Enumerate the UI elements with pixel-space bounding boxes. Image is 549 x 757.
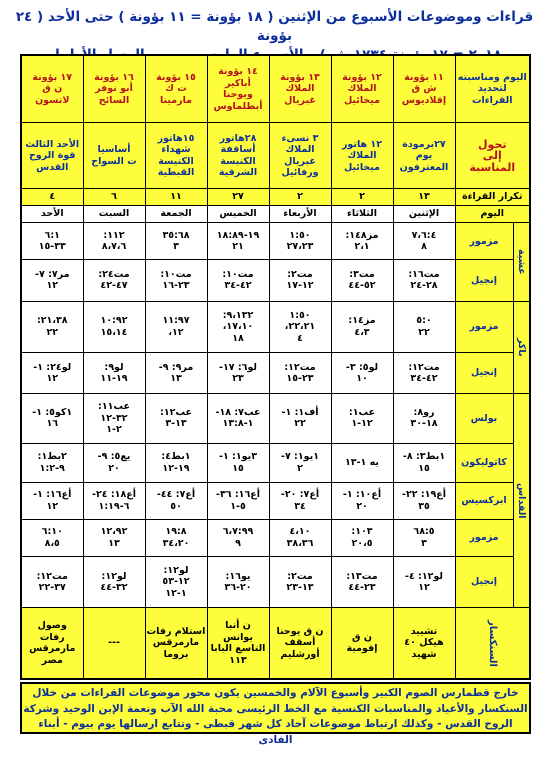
row-label: بولس [455,394,513,443]
reading-cell: ٦:١ ٣٣-١٥ [21,223,83,260]
reading-cell: لو٢٤: ١- ١٢ [21,353,83,394]
reading-cell: مت١٢: ٤٢-٣٤ [393,353,455,394]
synaxarium-cell: استلام رفات مارمرقس بروما [145,608,207,679]
reading-cell: أف١: ١- ٢٢ [269,394,331,443]
repeat-cell: ٢ [269,189,331,205]
day-cell: الخميس [207,205,269,223]
reading-cell: ١:٥٠ ٢٢،٢١، ٤ [269,301,331,352]
repeat-cell: ٦ [83,189,145,205]
transfer-cell: ١٢ هاتور الملاك ميخائيل [331,123,393,189]
synaxarium-cell: وصول رفات مارمرقس مصر [21,608,83,679]
header-cell: ١٢ بؤونة الملاك ميخائيل [331,55,393,123]
day-label: اليوم [455,205,530,223]
reading-row [21,519,530,556]
repeat-label: تكرار القراءة [455,189,530,205]
synaxarium-cell: ن أنبا يوانس التاسع البابا ١١٣ [207,608,269,679]
reading-cell: عب١١: ٣٢-١٢ ٢-١ [83,394,145,443]
reading-row [21,260,530,301]
reading-cell: أع١٦: ٣٦- ٥-١ [207,482,269,519]
reading-cell: مر٧: ٧- ١٢ [21,260,83,301]
repeat-cell: ٢ [331,189,393,205]
reading-cell: ٦٨:٥ ٣ [393,519,455,556]
row-label: مزمور [455,519,513,556]
reading-cell: أع٧: ٢٠- ٣٤ [269,482,331,519]
repeat-cell: ٤ [21,189,83,205]
footer-line-3: الروح القدس - وكذلك ارتباط موضوعات آحاد كل شهر قبطى - وتتابع ارسالها يوم بيوم - أبناء الفادى [38,718,513,746]
repeat-cell: ١١ [145,189,207,205]
reading-cell: ٣٥:٦٨ ٣ [145,223,207,260]
reading-cell: أع١٠: ١- ٢٠ [331,482,393,519]
transfer-cell: ٢٧برمودة يوم المعترفون [393,123,455,189]
reading-cell: لو١٢: ٤- ١٢ [393,556,455,607]
reading-cell: ٥:٠ ٢٢ [393,301,455,352]
reading-row [21,556,530,607]
header-cell: ١٣ بؤونة الملاك غبريال [269,55,331,123]
reading-row [21,482,530,519]
reading-row [21,301,530,352]
group-morning-label: باكر [513,301,530,394]
reading-cell: ٣يو١: ١- ١٥ [207,443,269,482]
transfer-cell: ٢٨هاتور أساقفة الكنيسة الشرقية [207,123,269,189]
repeat-cell: ٢٧ [207,189,269,205]
transfer-row [21,123,530,189]
reading-cell: رو٨: ١٨-٣٠ [393,394,455,443]
reading-cell: لو١٢: ١٢-٥٣ ١-١٢ [145,556,207,607]
day-cell: الإثنين [393,205,455,223]
header-cell: ١٦ بؤونة أبو نوفر السائح [83,55,145,123]
row-label: مزمور [455,301,513,352]
reading-cell: لو٦: ١٧- ٢٣ [207,353,269,394]
row-label: إنجيل [455,260,513,301]
reading-cell: ١٠:٩٢ ١٥،١٤ [83,301,145,352]
header-row [21,55,530,123]
reading-cell: مت١٣: ٢٣-٤٤ [331,556,393,607]
header-label: اليوم ومناسبته لتحديد القراءات [455,55,530,123]
reading-cell: مت١٠: ٢٣-١٦ [145,260,207,301]
reading-cell: يو١٦: ٢٠-٣٦ [207,556,269,607]
footer-line-2: السنكسار والأعياد والمناسبات الكنسية مع الخط الرئيسى محبة الله الآب ونعمة الإبن الوحيد وشركة [23,702,528,715]
transfer-cell: الأحد الثالث قوة الروح القدس [21,123,83,189]
reading-cell: مت٢: ١٢-١٧ [269,260,331,301]
reading-cell: ١١٢: ٨،٧،٦ [83,223,145,260]
repeat-row [21,189,530,205]
day-row [21,205,530,223]
transfer-label: تحول إلى المناسبة [455,123,530,189]
reading-cell: عب٧: ١٨- ١-١٣:٨ [207,394,269,443]
reading-cell: يه ١-١٣ [331,443,393,482]
synaxarium-cell: ن ق يوحنا أسقف أورشليم [269,608,331,679]
footer-line-1: خارج قطمارس الصوم الكبير وأسبوع الآلام والخمسين يكون محور موضوعات القراءات من خلال [32,687,519,699]
reading-cell: ٤،١٠ ٣٨،٣٦ [269,519,331,556]
group-liturgy-label: القداس [513,394,530,608]
reading-cell: عب١٢: ١٣-٣ [145,394,207,443]
header-cell: ١٥ بؤونة ت ك مارمينا [145,55,207,123]
reading-cell: ١٩:٨ ٣٤،٢٠ [145,519,207,556]
reading-cell: لو١٢: ٣٢-٤٤ [83,556,145,607]
reading-cell: عب١: ١٢-١ [331,394,393,443]
reading-cell: أع١٦: ١- ١٢ [21,482,83,519]
day-cell: الأحد [21,205,83,223]
row-label: ابركسيس [455,482,513,519]
synaxarium-cell: ن ق إفومية [331,608,393,679]
reading-row [21,394,530,443]
reading-cell: ٩،١٣٢: ١٧،١٠، ١٨ [207,301,269,352]
reading-cell: يع٥: ٩- ٢٠ [83,443,145,482]
reading-cell: مر٩: ٩- ١٣ [145,353,207,394]
reading-cell: أع١٩: ٢٢- ٣٥ [393,482,455,519]
synaxarium-cell: --- [83,608,145,679]
synaxarium-label: السنكسار [455,608,530,679]
reading-cell: مت٢٤: ٤٧-٤٢ [83,260,145,301]
row-label: مزمور [455,223,513,260]
reading-cell: ١يو١: ٧- ٢ [269,443,331,482]
reading-cell: أع١٨: ٢٤- ٦-١:١٩ [83,482,145,519]
reading-cell: مت٢: ١٣-٢٣ [269,556,331,607]
reading-cell: مت١٦: ٢٨-٢٤ [393,260,455,301]
reading-cell: ١بط٤: ١٩-١٢ [145,443,207,482]
reading-cell: ١:٥٠ ٢٧،٢٣ [269,223,331,260]
synaxarium-row [21,608,530,679]
row-label: إنجيل [455,556,513,607]
repeat-cell: ١٣ [393,189,455,205]
reading-row [21,353,530,394]
day-cell: السبت [83,205,145,223]
readings-table [20,54,531,680]
reading-cell: ١٠٣: ٢٠،٥ [331,519,393,556]
transfer-cell: ٣ نسىء الملاك غبريال ورفائيل [269,123,331,189]
header-cell: ١٤ بؤونة أباكير ويوحنا أبطلماوس [207,55,269,123]
reading-cell: ٦:١٠ ٨،٥ [21,519,83,556]
day-cell: الأربعاء [269,205,331,223]
day-cell: الثلاثاء [331,205,393,223]
row-label: إنجيل [455,353,513,394]
reading-cell: مت١٢: ٢٣-١٥ [269,353,331,394]
reading-cell: ٢بط١: ٩-١:٢ [21,443,83,482]
reading-cell: ٧،٦:٤ ٨ [393,223,455,260]
transfer-cell: أساسيا ت السواح [83,123,145,189]
reading-cell: ١٩-١٨:٨٩ ٢١ [207,223,269,260]
reading-row [21,443,530,482]
reading-cell: ٢١،٣٨: ٢٢ [21,301,83,352]
reading-cell: ٦،٧:٩٩ ٩ [207,519,269,556]
reading-cell: أع٧: ٤٤- ٥٠ [145,482,207,519]
reading-cell: ١٢،٩٢ ١٣ [83,519,145,556]
group-evening-label: عشية [513,223,530,301]
header-cell: ١٧ بؤونة ن ق لاتسون [21,55,83,123]
synaxarium-cell: تشييد هيكل ٤٠ شهيد [393,608,455,679]
reading-cell: مت١٠: ٤٢-٣٤ [207,260,269,301]
reading-cell: ١كو٥: ١- ١٦ [21,394,83,443]
reading-cell: مز١٤٨: ٢،١ [331,223,393,260]
transfer-cell: ١٥هاتور شهداء الكنيسة القبطية [145,123,207,189]
reading-cell: ١بط٣: ٨- ١٥ [393,443,455,482]
day-cell: الجمعة [145,205,207,223]
reading-cell: مت٣: ٥٢-٤٤ [331,260,393,301]
header-cell: ١١ بؤونة ش ق إقلاديوس [393,55,455,123]
reading-cell: لو٩: ١٩-١١ [83,353,145,394]
footer-note [20,682,531,746]
reading-row [21,223,530,260]
reading-cell: مز١٤: ٤،٣ [331,301,393,352]
reading-cell: لو٥: ٣- ١٠ [331,353,393,394]
reading-cell: مت١٢: ٣٧-٢٢ [21,556,83,607]
title-line-1: قراءات وموضوعات الأسبوع من الإثنين ( ١٨ بؤونة = ١١ بؤونة ) حتى الأحد ( ٢٤ بؤونة [15,9,534,44]
row-label: كاثوليكون [455,443,513,482]
reading-cell: ١١:٩٧ ١٢، [145,301,207,352]
